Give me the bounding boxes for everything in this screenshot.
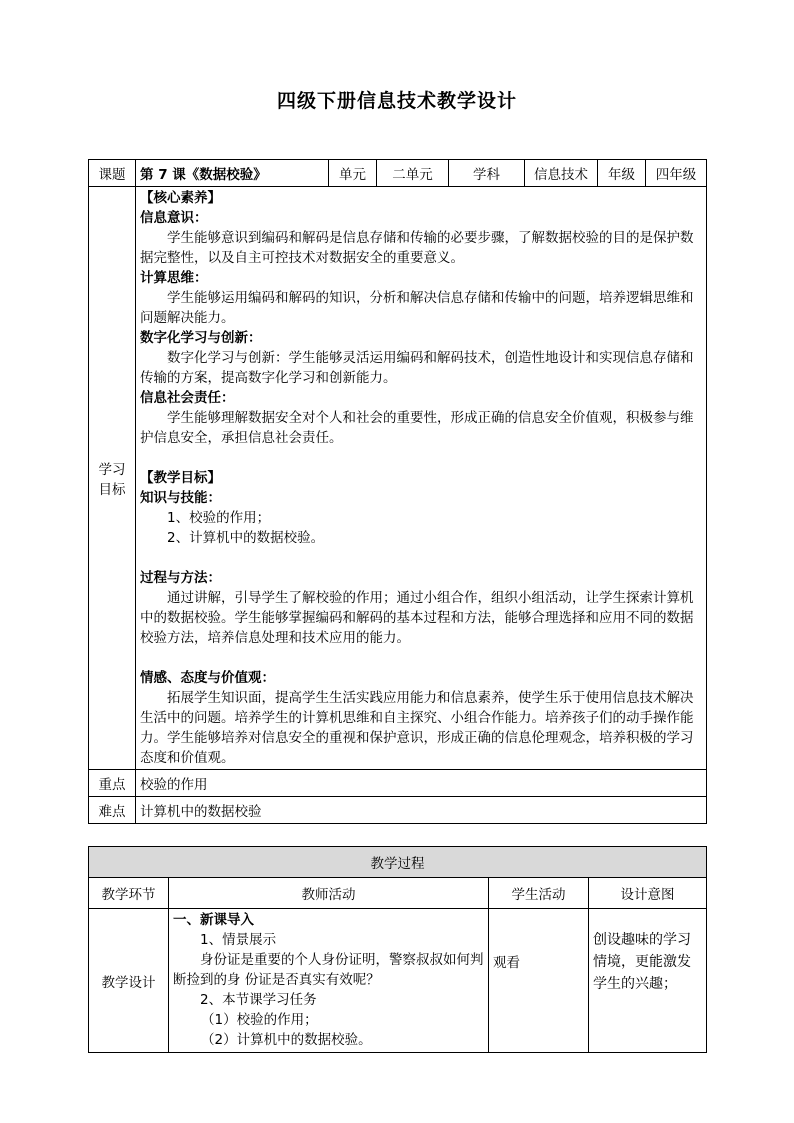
design-intent-text: 创设趣味的学习情境，更能激发学生的兴趣；: [593, 932, 691, 992]
teacher-text1: 身份证是重要的个人身份证明，警察叔叔如何判断捡到的身 份证是否真实有效呢？: [173, 952, 484, 988]
key-point-row: [89, 770, 707, 797]
digital-title: 数字化学习与创新：: [140, 330, 262, 346]
process-heading: 教学过程: [89, 847, 707, 878]
key-point-label: 重点: [89, 770, 136, 797]
lesson-info-table: [88, 159, 707, 824]
objectives-label: [89, 187, 136, 770]
teacher-sub1: 1、情景展示: [200, 932, 277, 948]
process-header-row: [89, 878, 707, 909]
col-stage-header: 教学环节: [89, 878, 169, 909]
info-awareness-title: 信息意识：: [140, 210, 208, 226]
objectives-row: [89, 187, 707, 770]
core-heading: 【核心素养】: [140, 190, 221, 206]
unit-label: 单元: [329, 160, 377, 187]
grade-label: 年级: [598, 160, 646, 187]
col-student-header: 学生活动: [489, 878, 589, 909]
social-title: 信息社会责任：: [140, 390, 235, 406]
info-row: [89, 160, 707, 187]
document-title: 四级下册信息技术教学设计: [276, 90, 517, 112]
teacher-activity: [169, 909, 489, 1053]
knowledge-item: 1、校验的作用；: [167, 510, 271, 526]
teacher-title: 一、新课导入: [173, 912, 254, 928]
process-text: 通过讲解，引导学生了解校验的作用；通过小组合作，组织小组活动，让学生探索计算机中的数据校验。学生能够掌握编码和解码的基本过程和方法，能够合理选择和应用不同的数据校验方法，培养信息处理和技术应用的能力。: [140, 590, 694, 646]
computational-text: 学生能够运用编码和解码的知识，分析和解决信息存储和传输中的问题，培养逻辑思维和问题解决能力。: [140, 290, 694, 326]
social-text: 学生能够理解数据安全对个人和社会的重要性，形成正确的信息安全价值观，积极参与维护信息安全，承担信息社会责任。: [140, 410, 694, 446]
emotion-text: 拓展学生知识面，提高学生生活实践应用能力和信息素养，使学生乐于使用信息技术解决生活中的问题。培养学生的计算机思维和自主探究、小组合作能力。培养孩子们的动手操作能力。学生能够培养对信息安全的重视和保护意识，形成正确的信息伦理观念，培养积极的学习态度和价值观。: [140, 690, 694, 766]
objectives-label-line2: 目标: [98, 482, 126, 498]
computational-title: 计算思维：: [140, 270, 208, 286]
process-title: 过程与方法：: [140, 570, 221, 586]
knowledge-title: 知识与技能：: [140, 490, 221, 506]
unit-value: 二单元: [377, 160, 449, 187]
subject-value: 信息技术: [525, 160, 598, 187]
subject-label: 学科: [449, 160, 525, 187]
grade-value: 四年级: [646, 160, 707, 187]
col-teacher-header: 教师活动: [169, 878, 489, 909]
lesson-label: 课题: [89, 160, 136, 187]
process-row: [89, 909, 707, 1053]
difficulty-row: [89, 797, 707, 824]
difficulty-label: 难点: [89, 797, 136, 824]
emotion-title: 情感、态度与价值观：: [140, 670, 275, 686]
info-awareness-text: 学生能够意识到编码和解码是信息存储和传输的必要步骤，了解数据校验的目的是保护数据完整性，以及自主可控技术对数据安全的重要意义。: [140, 230, 694, 266]
teaching-heading: 【教学目标】: [140, 470, 221, 486]
key-point-value: 校验的作用: [136, 770, 707, 797]
difficulty-value: 计算机中的数据校验: [136, 797, 707, 824]
objectives-label-line1: 学习: [98, 462, 126, 478]
design-intent: [589, 909, 707, 1053]
col-intent-header: 设计意图: [589, 878, 707, 909]
row-stage: 教学设计: [89, 909, 169, 1053]
student-activity: 观看: [489, 909, 589, 1053]
digital-text: 数字化学习与创新：学生能够灵活运用编码和解码技术，创造性地设计和实现信息存储和传输的方案，提高数字化学习和创新能力。: [140, 350, 694, 386]
knowledge-item: 2、计算机中的数据校验。: [167, 530, 325, 546]
teacher-sub2: 2、本节课学习任务: [200, 992, 317, 1008]
objectives-content: [136, 187, 707, 770]
teaching-process-table: [88, 846, 707, 1053]
lesson-value: 第 7 课《数据校验》: [136, 160, 329, 187]
teacher-task2: （2）计算机中的数据校验。: [201, 1032, 372, 1048]
teacher-task1: （1）校验的作用；: [201, 1012, 318, 1028]
